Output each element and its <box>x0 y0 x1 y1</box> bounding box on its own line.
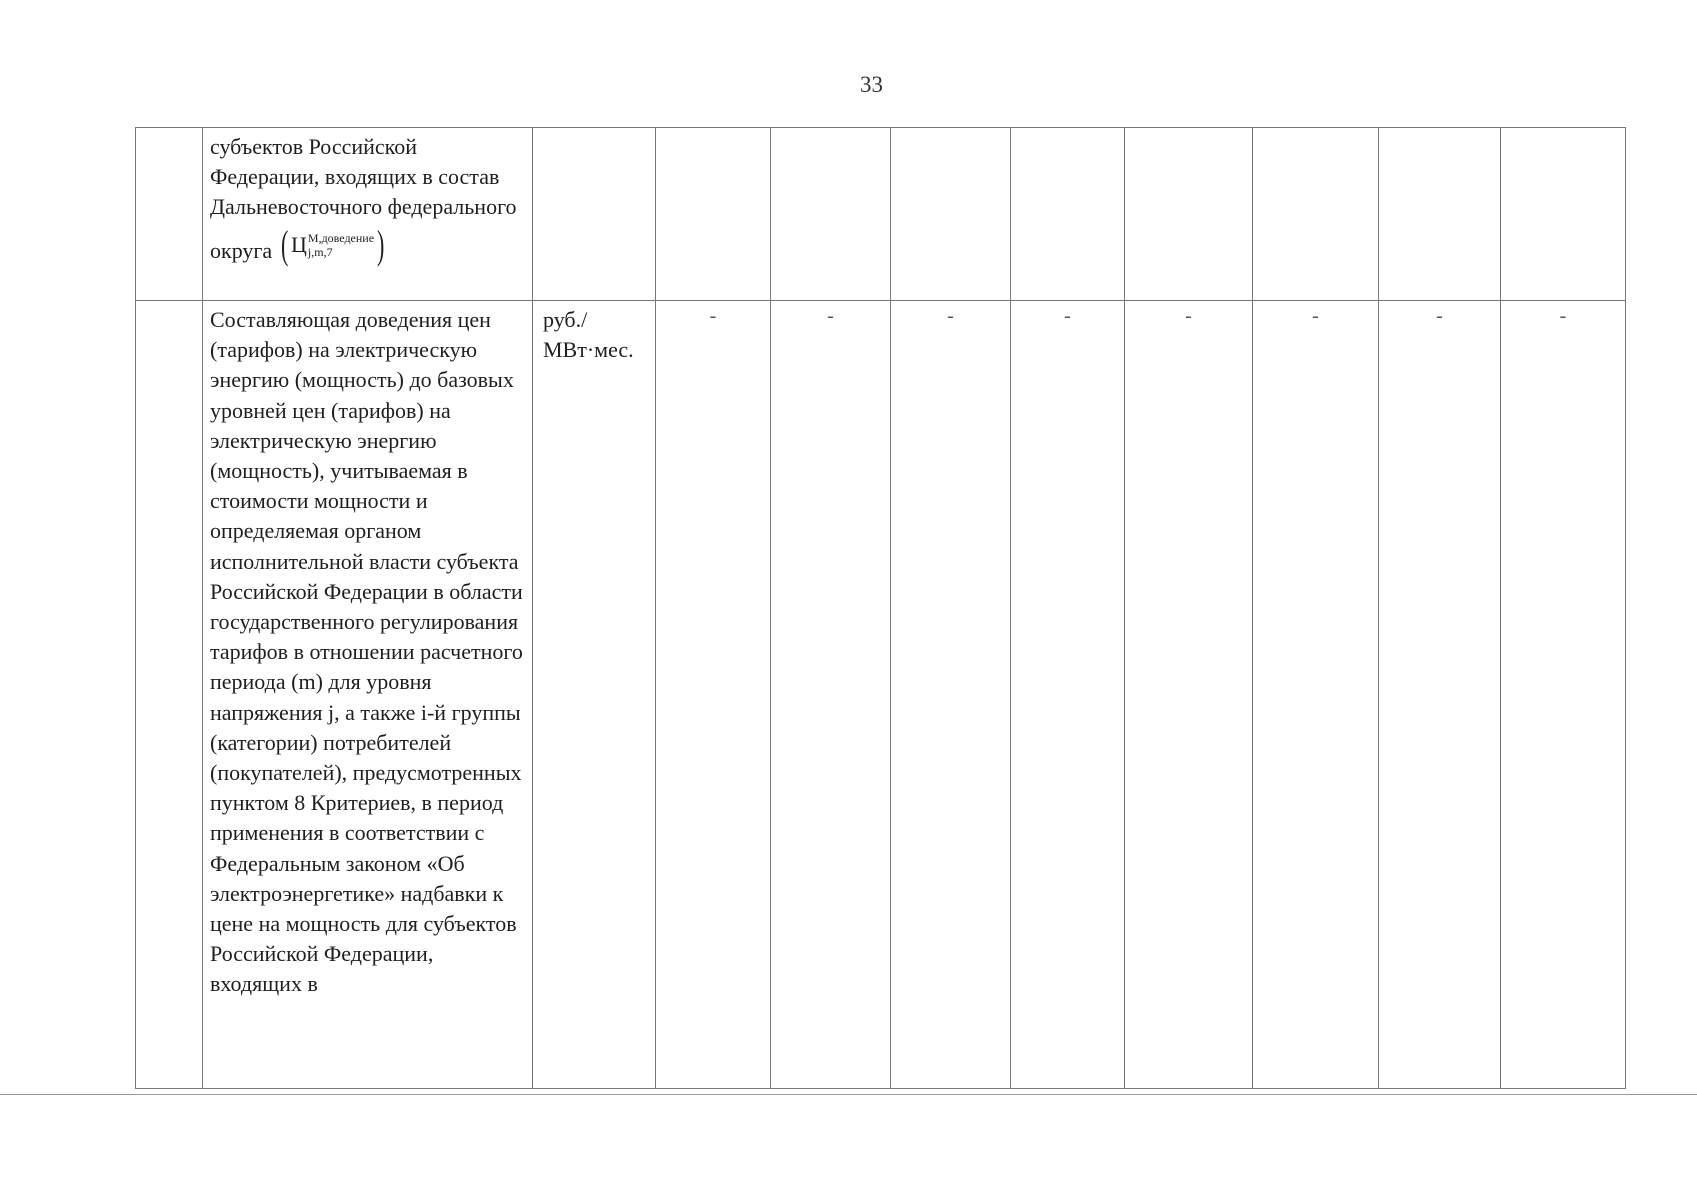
price-symbol <box>291 225 374 265</box>
description-cell <box>203 128 533 301</box>
value-cell <box>1253 128 1379 301</box>
unit-line: руб./ <box>543 307 588 332</box>
formula-subscript: j,m,7 <box>307 244 333 259</box>
page-number: 33 <box>860 72 883 97</box>
formula <box>278 221 388 267</box>
value-cell: - <box>891 301 1011 1089</box>
formula-base: Ц <box>291 231 307 257</box>
page-bottom-divider <box>0 1094 1697 1095</box>
description-cell: Составляющая доведения цен (тарифов) на электрическую энергию (мощность) до базовых уровней цен (тарифов) на электрическую энергию (мощность), учитываемая в стоимости мощности и определяемая органом исполнительной власти субъекта Российской Федерации в области государственного регулирования тарифов в отношении расчетного периода (m) для уровня напряжения j, а также i-й группы (категории) потребителей (покупателей), предусмотренных пунктом 8 Критериев, в период применения в соответствии с Федеральным законом «Об электроэнергетике» надбавки к цене на мощность для субъектов Российской Федерации, входящих в <box>203 301 533 1089</box>
value-cell <box>1501 128 1626 301</box>
value-cell <box>1011 128 1125 301</box>
value-cell: - <box>771 301 891 1089</box>
value-cell: - <box>1501 301 1626 1089</box>
value-cell: - <box>1379 301 1501 1089</box>
unit-cell <box>533 301 656 1089</box>
left-parenthesis: ( <box>280 221 289 267</box>
unit-line: МВт·мес. <box>543 337 634 363</box>
data-table <box>135 127 1626 1089</box>
table-row <box>136 301 1626 1089</box>
value-cell <box>771 128 891 301</box>
number-cell <box>136 301 203 1089</box>
value-cell <box>1125 128 1253 301</box>
value-cell: - <box>1011 301 1125 1089</box>
value-cell: - <box>1253 301 1379 1089</box>
value-cell <box>656 128 771 301</box>
unit-cell <box>533 128 656 301</box>
value-cell <box>1379 128 1501 301</box>
value-cell <box>891 128 1011 301</box>
value-cell: - <box>656 301 771 1089</box>
table-row <box>136 128 1626 301</box>
right-parenthesis: ) <box>377 221 385 267</box>
value-cell: - <box>1125 301 1253 1089</box>
number-cell <box>136 128 203 301</box>
formula-superscript: М,доведение <box>307 230 375 245</box>
description-text: субъектов Российской Федерации, входящих в состав Дальневосточного федерального округа <box>210 134 517 263</box>
